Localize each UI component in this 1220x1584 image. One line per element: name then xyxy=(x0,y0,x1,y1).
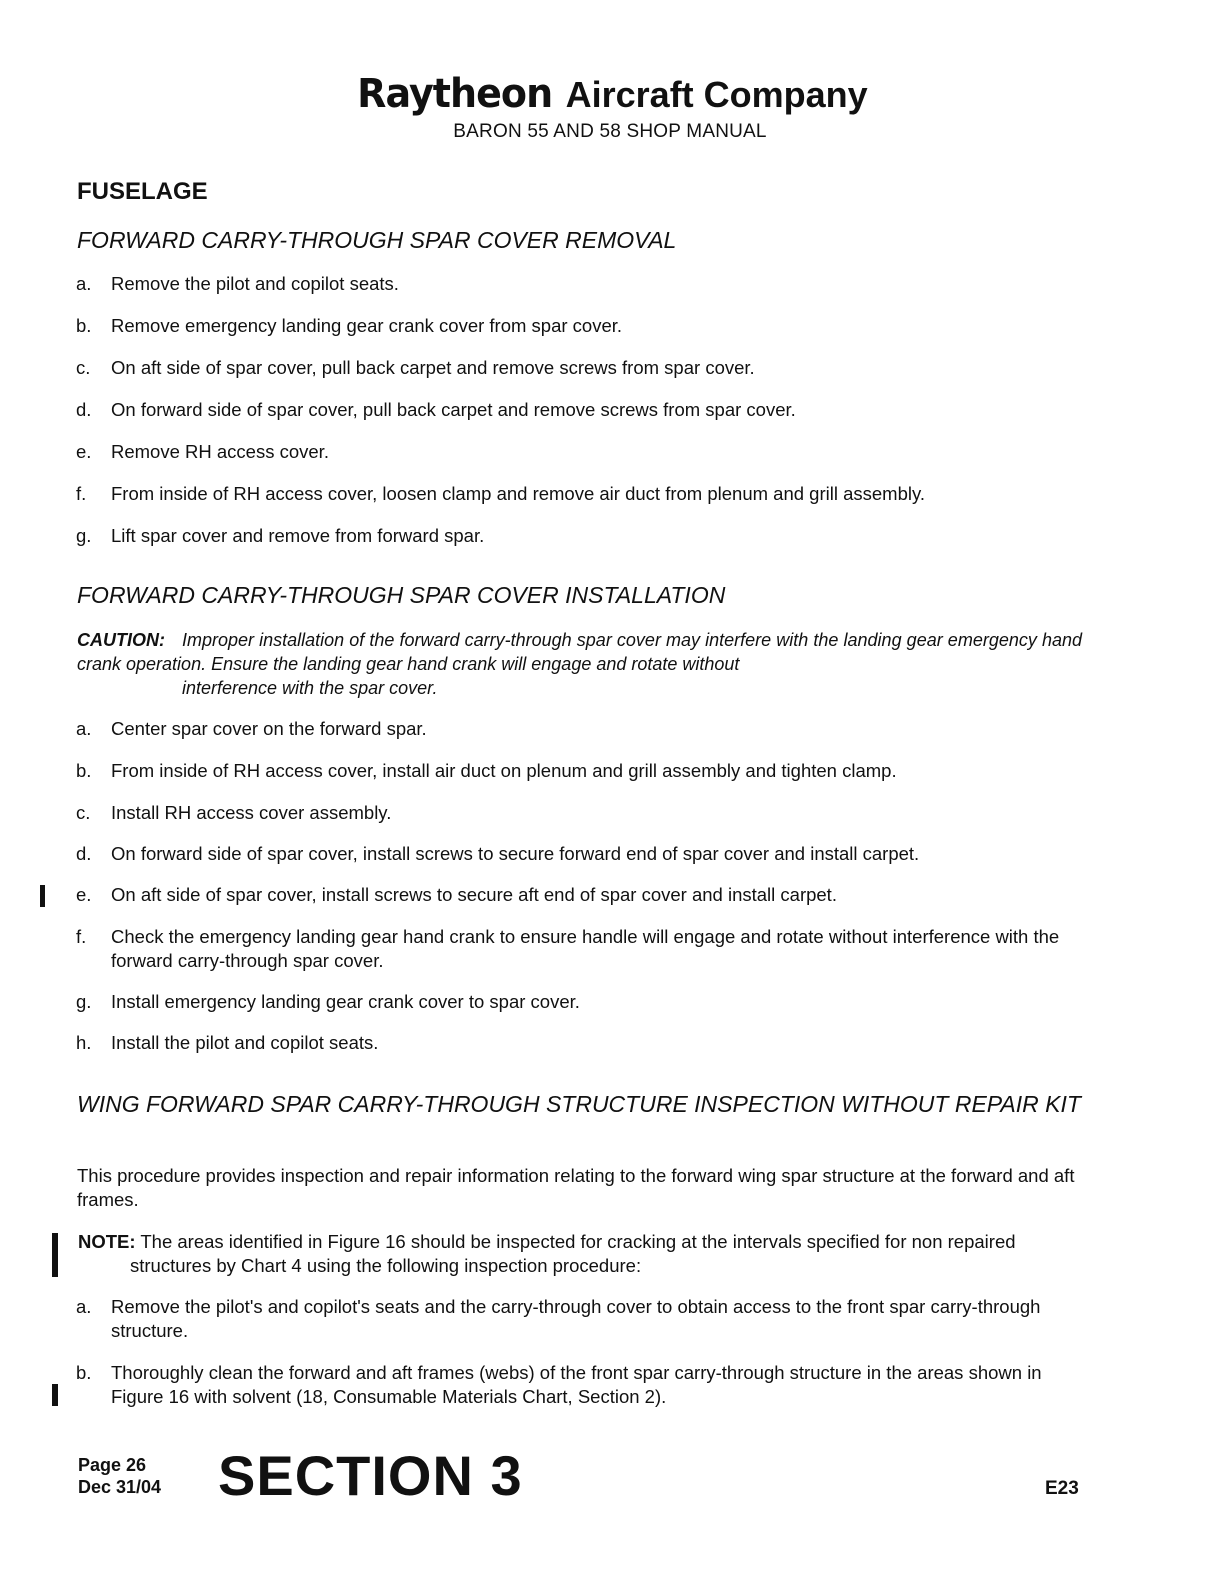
step-text: Center spar cover on the forward spar. xyxy=(111,718,427,739)
installation-heading: FORWARD CARRY-THROUGH SPAR COVER INSTALLATION xyxy=(77,582,726,608)
page-date: Dec 31/04 xyxy=(78,1477,162,1497)
installation-step xyxy=(76,990,1086,1014)
footer-page-info xyxy=(78,1454,161,1498)
caution-block xyxy=(77,628,1082,700)
installation-step xyxy=(76,801,1086,825)
step-label: c. xyxy=(76,802,91,823)
removal-step xyxy=(76,524,1086,548)
removal-step xyxy=(76,482,1086,506)
step-label: e. xyxy=(76,441,92,462)
installation-step xyxy=(76,717,1086,741)
footer-code: E23 xyxy=(1045,1478,1079,1499)
note-text: The areas identified in Figure 16 should be inspected for cracking at the intervals specified for non repaired xyxy=(140,1231,1016,1252)
step-text: Lift spar cover and remove from forward spar. xyxy=(111,525,485,546)
note-text-cont: structures by Chart 4 using the following inspection procedure: xyxy=(130,1255,642,1276)
installation-step xyxy=(76,759,1086,783)
caution-label: CAUTION: xyxy=(77,630,165,650)
removal-step xyxy=(76,272,1086,296)
removal-step xyxy=(76,356,1086,380)
inspection-step xyxy=(76,1295,1086,1343)
installation-step xyxy=(76,925,1086,973)
step-label: c. xyxy=(76,357,91,378)
step-label: g. xyxy=(76,991,92,1012)
removal-step xyxy=(76,440,1086,464)
step-text: Install the pilot and copilot seats. xyxy=(111,1032,379,1053)
step-label: g. xyxy=(76,525,92,546)
step-text: Remove RH access cover. xyxy=(111,441,329,462)
step-text: From inside of RH access cover, install air duct on plenum and grill assembly and tighten clamp. xyxy=(111,760,897,781)
installation-step xyxy=(76,842,1086,866)
step-text: On forward side of spar cover, pull back carpet and remove screws from spar cover. xyxy=(111,399,796,420)
manual-title: BARON 55 AND 58 SHOP MANUAL xyxy=(453,121,767,142)
removal-step xyxy=(76,398,1086,422)
section-title: FUSELAGE xyxy=(77,178,208,205)
brand-line xyxy=(0,72,1220,117)
step-text: Install RH access cover assembly. xyxy=(111,802,392,823)
step-text: Install emergency landing gear crank cover to spar cover. xyxy=(111,991,580,1012)
step-label: a. xyxy=(76,273,92,294)
step-label: b. xyxy=(76,1362,92,1383)
note-label: NOTE: xyxy=(78,1231,136,1252)
step-label: d. xyxy=(76,399,92,420)
revision-bar xyxy=(40,885,45,907)
step-text: On aft side of spar cover, install screws to secure aft end of spar cover and install carpet. xyxy=(111,884,837,905)
step-label: e. xyxy=(76,884,92,905)
removal-heading: FORWARD CARRY-THROUGH SPAR COVER REMOVAL xyxy=(77,227,677,253)
step-label: f. xyxy=(76,483,87,504)
note-block xyxy=(78,1230,1083,1278)
page-header xyxy=(0,72,1220,143)
installation-step xyxy=(76,1031,1086,1055)
step-label: a. xyxy=(76,1296,92,1317)
step-label: a. xyxy=(76,718,92,739)
revision-bar xyxy=(52,1384,58,1406)
company-name: Aircraft Company xyxy=(565,74,868,115)
step-label: f. xyxy=(76,926,87,947)
page-number: Page 26 xyxy=(78,1455,147,1475)
step-text: From inside of RH access cover, loosen clamp and remove air duct from plenum and grill assembly. xyxy=(111,483,925,504)
inspection-heading: WING FORWARD SPAR CARRY-THROUGH STRUCTURE INSPECTION WITHOUT REPAIR KIT xyxy=(77,1091,1081,1117)
step-text: Remove emergency landing gear crank cover from spar cover. xyxy=(111,315,623,336)
step-label: h. xyxy=(76,1032,92,1053)
brand-logo: Raytheon xyxy=(357,71,553,117)
step-text: On forward side of spar cover, install screws to secure forward end of spar cover and install carpet. xyxy=(111,843,920,864)
revision-bar xyxy=(52,1233,58,1277)
inspection-intro: This procedure provides inspection and repair information relating to the forward wing spar structure at the forward and aft frames. xyxy=(77,1165,1075,1210)
caution-text-cont: interference with the spar cover. xyxy=(182,678,438,698)
step-text: Remove the pilot and copilot seats. xyxy=(111,273,399,294)
inspection-step xyxy=(76,1361,1086,1409)
footer-section-title: SECTION 3 xyxy=(218,1444,523,1507)
installation-step xyxy=(76,883,1086,907)
step-text: Thoroughly clean the forward and aft frames (webs) of the front spar carry-through structure in the areas shown in Figure 16 with solvent (18, Consumable Materials Chart, Section 2). xyxy=(111,1362,1042,1407)
step-text: On aft side of spar cover, pull back carpet and remove screws from spar cover. xyxy=(111,357,755,378)
step-text: Check the emergency landing gear hand crank to ensure handle will engage and rotate without interference with the forward carry-through spar cover. xyxy=(111,926,1060,971)
removal-step xyxy=(76,314,1086,338)
step-label: d. xyxy=(76,843,92,864)
step-text: Remove the pilot's and copilot's seats and the carry-through cover to obtain access to the front spar carry-through structure. xyxy=(111,1296,1041,1341)
step-label: b. xyxy=(76,315,92,336)
step-label: b. xyxy=(76,760,92,781)
caution-text: Improper installation of the forward carry-through spar cover may interfere with the landing gear emergency hand crank operation. Ensure the landing gear hand crank will engage and rotate without xyxy=(77,630,1082,674)
